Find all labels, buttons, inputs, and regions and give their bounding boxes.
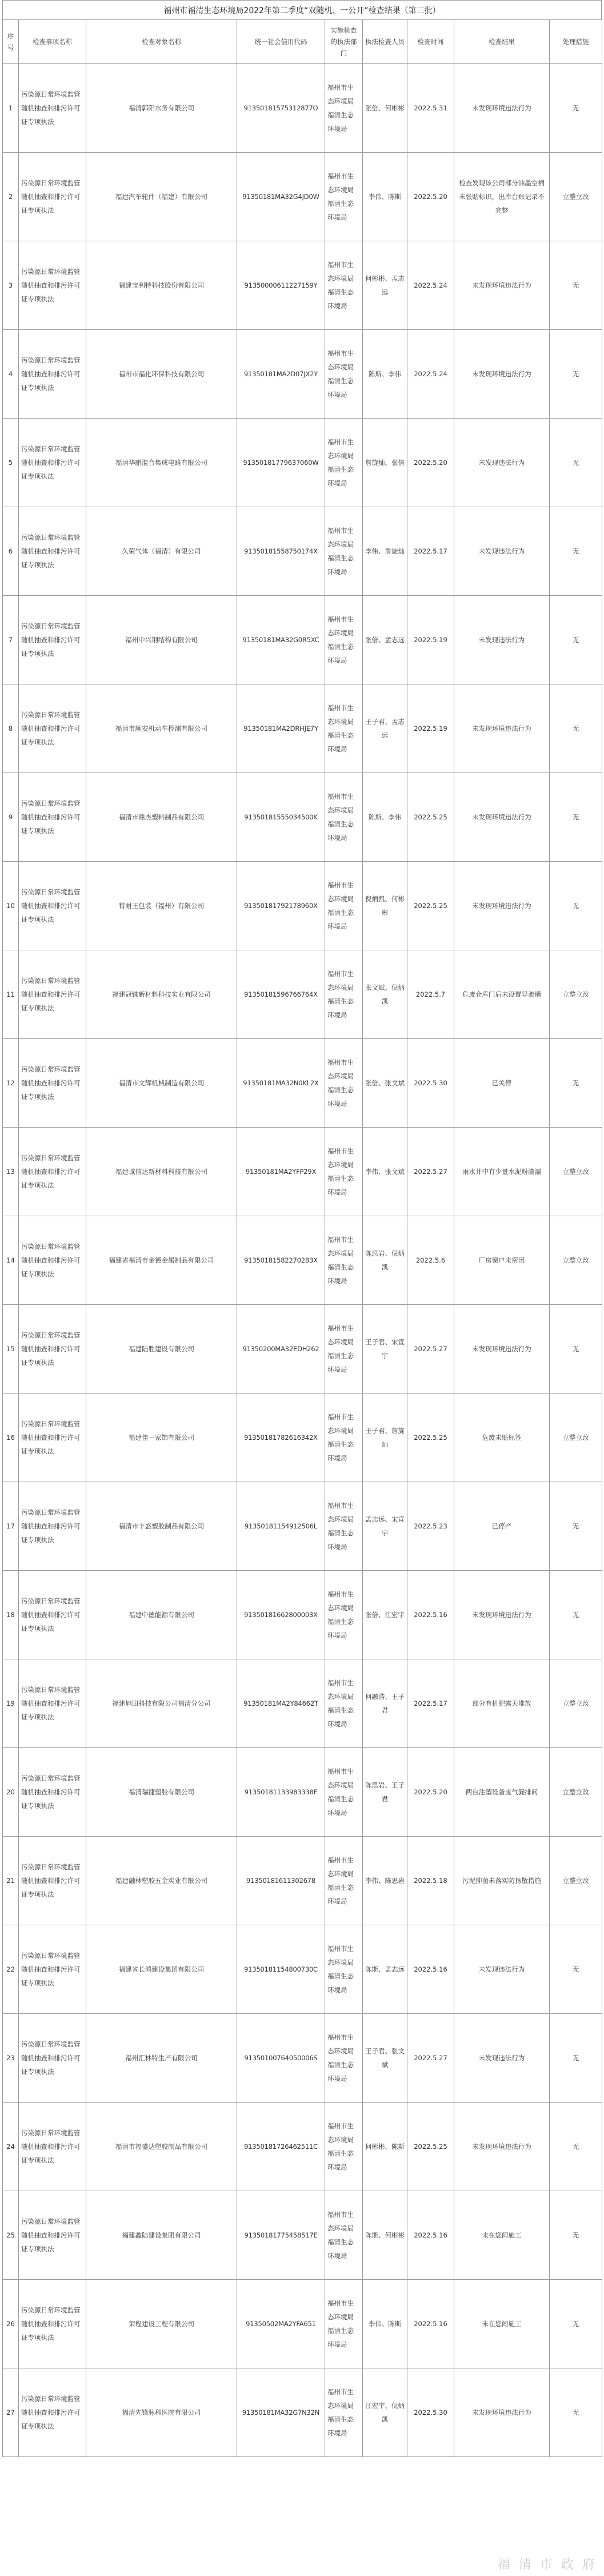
cell-inspected-object: 福建宝利特科技股份有限公司: [86, 241, 237, 330]
cell-measures: 无: [550, 1305, 602, 1393]
cell-measures: 立整立改: [550, 1748, 602, 1837]
cell-inspected-object: 福建冠铢新材料科技实业有限公司: [86, 950, 237, 1039]
table-row: [3, 1039, 602, 1128]
cell-result: 危废仓库门后未设置导流槽: [454, 950, 550, 1039]
cell-department: 福州市生态环境局福清生态环境局: [325, 1216, 363, 1305]
cell-inspection-item: 污染源日常环境监管随机抽查和排污许可证专项执法: [19, 2103, 86, 2191]
cell-index: 18: [3, 1571, 19, 1659]
cell-index: 25: [3, 2191, 19, 2280]
cell-inspection-item: 污染源日常环境监管随机抽查和排污许可证专项执法: [19, 1571, 86, 1659]
cell-result: 部分有机肥露天堆放: [454, 1659, 550, 1748]
cell-index: 17: [3, 1482, 19, 1571]
cell-inspectors: 李伟、陈思岩: [363, 1837, 407, 1925]
cell-inspected-object: 福清市福盛达塑胶制品有限公司: [86, 2103, 237, 2191]
cell-measures: 立整立改: [550, 1393, 602, 1482]
cell-inspection-item: 污染源日常环境监管随机抽查和排污许可证专项执法: [19, 2368, 86, 2457]
cell-inspectors: 陈斯、孟志远: [363, 1925, 407, 2014]
cell-credit-code: 91350181792178960X: [237, 862, 325, 950]
cell-inspected-object: 福清华鹏混合集成电路有限公司: [86, 419, 237, 507]
cell-index: 27: [3, 2368, 19, 2457]
cell-inspected-object: 福建省长鸿建设集团有限公司: [86, 1925, 237, 2014]
table-row: [3, 1305, 602, 1393]
cell-index: 14: [3, 1216, 19, 1305]
cell-index: 8: [3, 684, 19, 773]
cell-index: 23: [3, 2014, 19, 2103]
cell-credit-code: 91350181662800003X: [237, 1571, 325, 1659]
cell-inspectors: 李伟、张文斌: [363, 1128, 407, 1216]
table-row: [3, 153, 602, 241]
cell-department: 福州市生态环境局福清生态环境局: [325, 1305, 363, 1393]
table-row: [3, 684, 602, 773]
cell-measures: 立整立改: [550, 1837, 602, 1925]
cell-result: 未发现环境违法行为: [454, 1571, 550, 1659]
cell-inspection-date: 2022.5.17: [407, 1659, 454, 1748]
cell-inspectors: 詹旋灿、张倍: [363, 419, 407, 507]
cell-measures: 立整立改: [550, 1216, 602, 1305]
cell-inspected-object: 福州汇林特生产有限公司: [86, 2014, 237, 2103]
cell-measures: 无: [550, 241, 602, 330]
cell-inspection-date: 2022.5.20: [407, 1748, 454, 1837]
cell-inspection-date: 2022.5.18: [407, 1837, 454, 1925]
cell-measures: 无: [550, 2014, 602, 2103]
table-row: [3, 1128, 602, 1216]
cell-inspected-object: 福建中德能源有限公司: [86, 1571, 237, 1659]
table-row: [3, 2280, 602, 2368]
cell-inspection-date: 2022.5.24: [407, 330, 454, 419]
cell-inspection-item: 污染源日常环境监管随机抽查和排污许可证专项执法: [19, 419, 86, 507]
cell-result: 未发现环境违法行为: [454, 330, 550, 419]
cell-result: 未发现违法行为: [454, 419, 550, 507]
cell-inspectors: 张倍、孟志远: [363, 596, 407, 684]
cell-result: 未发现环境违法行为: [454, 773, 550, 862]
cell-index: 15: [3, 1305, 19, 1393]
cell-credit-code: 91350181555034500K: [237, 773, 325, 862]
cell-credit-code: 91350181611302678: [237, 1837, 325, 1925]
cell-index: 13: [3, 1128, 19, 1216]
cell-credit-code: 91350181133983338F: [237, 1748, 325, 1837]
cell-department: 福州市生态环境局福清生态环境局: [325, 419, 363, 507]
cell-inspected-object: 福清市丰盛塑胶制品有限公司: [86, 1482, 237, 1571]
table-row: [3, 2368, 602, 2457]
cell-inspected-object: 福清先锋脉科医院有限公司: [86, 2368, 237, 2457]
cell-inspectors: 何彬彬、陈斯: [363, 2103, 407, 2191]
cell-inspection-date: 2022.5.19: [407, 684, 454, 773]
cell-inspection-item: 污染源日常环境监管随机抽查和排污许可证专项执法: [19, 1837, 86, 1925]
table-row: [3, 2103, 602, 2191]
cell-department: 福州市生态环境局福清生态环境局: [325, 862, 363, 950]
cell-department: 福州市生态环境局福清生态环境局: [325, 2280, 363, 2368]
header-result: 检查结果: [454, 20, 550, 64]
cell-credit-code: 91350181575312877O: [237, 64, 325, 153]
cell-inspectors: 江宏宇、倪炳凯: [363, 2368, 407, 2457]
cell-inspectors: 李伟、陈斯: [363, 2280, 407, 2368]
cell-inspectors: 张倍、张文斌: [363, 1039, 407, 1128]
cell-department: 福州市生态环境局福清生态环境局: [325, 2191, 363, 2280]
cell-inspection-date: 2022.5.30: [407, 1039, 454, 1128]
cell-inspectors: 李伟、陈斯: [363, 153, 407, 241]
cell-inspection-date: 2022.5.31: [407, 64, 454, 153]
cell-measures: 无: [550, 1039, 602, 1128]
table-row: [3, 419, 602, 507]
cell-department: 福州市生态环境局福清生态环境局: [325, 2014, 363, 2103]
cell-inspected-object: 福建融林塑胶五金实业有限公司: [86, 1837, 237, 1925]
cell-department: 福州市生态环境局福清生态环境局: [325, 950, 363, 1039]
cell-result: 厂房窗户未密闭: [454, 1216, 550, 1305]
cell-measures: 无: [550, 684, 602, 773]
cell-inspected-object: 福建佳一家饰有限公司: [86, 1393, 237, 1482]
cell-result: 未发现环境违法行为: [454, 64, 550, 153]
cell-index: 1: [3, 64, 19, 153]
cell-result: 危废未贴标签: [454, 1393, 550, 1482]
cell-department: 福州市生态环境局福清生态环境局: [325, 773, 363, 862]
cell-measures: 立整立改: [550, 1659, 602, 1748]
cell-measures: 无: [550, 773, 602, 862]
cell-measures: 无: [550, 419, 602, 507]
cell-measures: 无: [550, 2368, 602, 2457]
cell-measures: 立整立改: [550, 153, 602, 241]
cell-measures: 无: [550, 2103, 602, 2191]
cell-department: 福州市生态环境局福清生态环境局: [325, 1925, 363, 2014]
cell-inspected-object: 福清郭阳水务有限公司: [86, 64, 237, 153]
cell-credit-code: 91350181582270283X: [237, 1216, 325, 1305]
cell-inspection-item: 污染源日常环境监管随机抽查和排污许可证专项执法: [19, 1659, 86, 1748]
cell-inspection-date: 2022.5.7: [407, 950, 454, 1039]
cell-inspection-item: 污染源日常环境监管随机抽查和排污许可证专项执法: [19, 1482, 86, 1571]
cell-inspection-item: 污染源日常环境监管随机抽查和排污许可证专项执法: [19, 330, 86, 419]
cell-credit-code: 91350502MA2YFA651: [237, 2280, 325, 2368]
cell-department: 福州市生态环境局福清生态环境局: [325, 1482, 363, 1571]
cell-credit-code: 91350181782616342X: [237, 1393, 325, 1482]
document-title: 福州市福清生态环境局2022年第二季度“双随机、一公开”检查结果（第三批）: [2, 0, 602, 19]
cell-credit-code: 91350181MA32G4JD0W: [237, 153, 325, 241]
table-row: [3, 1482, 602, 1571]
header-credit-code: 统一社会信用代码: [237, 20, 325, 64]
cell-credit-code: 91350181MA32G0R5XC: [237, 596, 325, 684]
cell-credit-code: 91350181558750174X: [237, 507, 325, 596]
cell-result: 未发现违法行为: [454, 507, 550, 596]
cell-result: 未发现违法行为: [454, 596, 550, 684]
cell-inspected-object: 特耐王包装（福州）有限公司: [86, 862, 237, 950]
cell-inspection-date: 2022.5.20: [407, 153, 454, 241]
cell-department: 福州市生态环境局福清生态环境局: [325, 64, 363, 153]
cell-inspectors: 王子君、詹旋灿: [363, 1393, 407, 1482]
cell-index: 11: [3, 950, 19, 1039]
cell-inspection-date: 2022.5.25: [407, 773, 454, 862]
cell-inspection-item: 污染源日常环境监管随机抽查和排污许可证专项执法: [19, 64, 86, 153]
cell-inspection-date: 2022.5.23: [407, 1482, 454, 1571]
cell-index: 19: [3, 1659, 19, 1748]
table-row: [3, 330, 602, 419]
cell-credit-code: 91350181154912506L: [237, 1482, 325, 1571]
table-row: [3, 1925, 602, 2014]
cell-credit-code: 91350100764050006S: [237, 2014, 325, 2103]
cell-result: 检查发现该公司部分油墨空桶未张贴标识，出库台账记录不完整: [454, 153, 550, 241]
cell-credit-code: 91350181MA2Y84662T: [237, 1659, 325, 1748]
cell-inspectors: 何彬彬、孟志远: [363, 241, 407, 330]
table-row: [3, 1837, 602, 1925]
cell-inspection-date: 2022.5.20: [407, 419, 454, 507]
cell-result: 未发现环境违法行为: [454, 684, 550, 773]
cell-inspectors: 陈斯、李伟: [363, 330, 407, 419]
table-row: [3, 950, 602, 1039]
header-inspection-date: 检查时间: [407, 20, 454, 64]
cell-inspection-item: 污染源日常环境监管随机抽查和排污许可证专项执法: [19, 596, 86, 684]
cell-result: 未发现环境违法行为: [454, 862, 550, 950]
cell-inspection-item: 污染源日常环境监管随机抽查和排污许可证专项执法: [19, 153, 86, 241]
cell-inspected-object: 福建陆胜建设有限公司: [86, 1305, 237, 1393]
cell-index: 2: [3, 153, 19, 241]
cell-inspection-item: 污染源日常环境监管随机抽查和排污许可证专项执法: [19, 2191, 86, 2280]
table-row: [3, 2014, 602, 2103]
cell-index: 16: [3, 1393, 19, 1482]
cell-inspectors: 张倍、何彬彬: [363, 64, 407, 153]
header-department: 实施检查的执法部门: [325, 20, 363, 64]
cell-inspection-date: 2022.5.19: [407, 596, 454, 684]
cell-department: 福州市生态环境局福清生态环境局: [325, 330, 363, 419]
cell-inspected-object: 福清市顺安机动车检测有限公司: [86, 684, 237, 773]
cell-credit-code: 91350181MA2YFP29X: [237, 1128, 325, 1216]
table-row: [3, 241, 602, 330]
cell-inspectors: 倪炳凯、何彬彬: [363, 862, 407, 950]
cell-inspected-object: 福建鑫陆建设集团有限公司: [86, 2191, 237, 2280]
cell-inspectors: 王子君、孟志远: [363, 684, 407, 773]
cell-inspected-object: 福州中兴钢结构有限公司: [86, 596, 237, 684]
cell-inspectors: 陈斯、何彬彬: [363, 2191, 407, 2280]
table-row: [3, 1393, 602, 1482]
cell-credit-code: 91350181MA32G7N32N: [237, 2368, 325, 2457]
cell-inspection-item: 污染源日常环境监管随机抽查和排污许可证专项执法: [19, 1039, 86, 1128]
cell-inspected-object: 福建旭田科技有限公司福清分公司: [86, 1659, 237, 1748]
table-row: [3, 1571, 602, 1659]
cell-department: 福州市生态环境局福清生态环境局: [325, 1393, 363, 1482]
table-row: [3, 773, 602, 862]
table-row: [3, 596, 602, 684]
cell-inspection-date: 2022.5.24: [407, 241, 454, 330]
cell-department: 福州市生态环境局福清生态环境局: [325, 507, 363, 596]
table-row: [3, 507, 602, 596]
cell-department: 福州市生态环境局福清生态环境局: [325, 241, 363, 330]
cell-inspected-object: 福州市福化环保科技有限公司: [86, 330, 237, 419]
cell-inspectors: 陈思岩、倪炳凯: [363, 1216, 407, 1305]
cell-result: 未发现环境违法行为: [454, 2103, 550, 2191]
cell-measures: 无: [550, 2191, 602, 2280]
cell-index: 7: [3, 596, 19, 684]
cell-inspected-object: 福清市鼎杰塑料制品有限公司: [86, 773, 237, 862]
cell-measures: 无: [550, 1571, 602, 1659]
cell-result: 雨水井中有少量水泥粉渣漏: [454, 1128, 550, 1216]
cell-inspectors: 孟志远、宋宣宇: [363, 1482, 407, 1571]
table-row: [3, 64, 602, 153]
cell-department: 福州市生态环境局福清生态环境局: [325, 153, 363, 241]
cell-inspection-item: 污染源日常环境监管随机抽查和排污许可证专项执法: [19, 1305, 86, 1393]
header-inspected-object: 检查对象名称: [86, 20, 237, 64]
header-inspectors: 执法检查人员: [363, 20, 407, 64]
table-row: [3, 1216, 602, 1305]
cell-measures: 无: [550, 862, 602, 950]
cell-inspection-item: 污染源日常环境监管随机抽查和排污许可证专项执法: [19, 1393, 86, 1482]
cell-measures: 无: [550, 1482, 602, 1571]
cell-inspection-date: 2022.5.25: [407, 1393, 454, 1482]
cell-inspectors: 王子君、张文斌: [363, 2014, 407, 2103]
cell-department: 福州市生态环境局福清生态环境局: [325, 684, 363, 773]
cell-credit-code: 91350181726462511C: [237, 2103, 325, 2191]
cell-index: 22: [3, 1925, 19, 2014]
watermark-logo: 福 清 市 政 府: [498, 2558, 597, 2572]
cell-inspected-object: 福建诚信达新材料科技有限公司: [86, 1128, 237, 1216]
cell-inspectors: 李伟、詹旋灿: [363, 507, 407, 596]
cell-inspectors: 陈斯、李伟: [363, 773, 407, 862]
cell-index: 6: [3, 507, 19, 596]
cell-index: 24: [3, 2103, 19, 2191]
header-measures: 处理措施: [550, 20, 602, 64]
cell-index: 10: [3, 862, 19, 950]
cell-result: 未在您间施工: [454, 2191, 550, 2280]
cell-inspection-item: 污染源日常环境监管随机抽查和排污许可证专项执法: [19, 684, 86, 773]
cell-inspection-item: 污染源日常环境监管随机抽查和排污许可证专项执法: [19, 1925, 86, 2014]
cell-inspectors: 何融浩、王子君: [363, 1659, 407, 1748]
cell-inspection-date: 2022.5.30: [407, 2368, 454, 2457]
inspection-results-table: [2, 19, 602, 2457]
cell-inspection-date: 2022.5.17: [407, 507, 454, 596]
cell-credit-code: 91350181596766764X: [237, 950, 325, 1039]
cell-inspected-object: 荣程建设工程有限公司: [86, 2280, 237, 2368]
table-row: [3, 1748, 602, 1837]
cell-result: 已停产: [454, 1482, 550, 1571]
cell-index: 12: [3, 1039, 19, 1128]
cell-credit-code: 91350181154800730C: [237, 1925, 325, 2014]
cell-index: 3: [3, 241, 19, 330]
cell-measures: 无: [550, 2280, 602, 2368]
cell-index: 20: [3, 1748, 19, 1837]
cell-inspection-item: 污染源日常环境监管随机抽查和排污许可证专项执法: [19, 507, 86, 596]
cell-inspection-date: 2022.5.16: [407, 1571, 454, 1659]
cell-index: 21: [3, 1837, 19, 1925]
cell-inspected-object: 福清市文辉机械制造有限公司: [86, 1039, 237, 1128]
cell-inspection-date: 2022.5.25: [407, 862, 454, 950]
cell-inspectors: 张文斌、倪炳凯: [363, 950, 407, 1039]
cell-result: 未在您间施工: [454, 2280, 550, 2368]
cell-inspected-object: 福建省福清市金德金属制品有限公司: [86, 1216, 237, 1305]
cell-inspection-item: 污染源日常环境监管随机抽查和排污许可证专项执法: [19, 2014, 86, 2103]
cell-department: 福州市生态环境局福清生态环境局: [325, 596, 363, 684]
cell-inspection-item: 污染源日常环境监管随机抽查和排污许可证专项执法: [19, 773, 86, 862]
cell-inspection-item: 污染源日常环境监管随机抽查和排污许可证专项执法: [19, 950, 86, 1039]
cell-inspection-item: 污染源日常环境监管随机抽查和排污许可证专项执法: [19, 862, 86, 950]
table-row: [3, 1659, 602, 1748]
cell-index: 5: [3, 419, 19, 507]
cell-result: 未发现环境违法行为: [454, 1305, 550, 1393]
cell-inspection-item: 污染源日常环境监管随机抽查和排污许可证专项执法: [19, 1216, 86, 1305]
cell-inspection-date: 2022.5.25: [407, 2103, 454, 2191]
cell-inspection-date: 2022.5.6: [407, 1216, 454, 1305]
table-header-row: [3, 20, 602, 64]
header-index: 序号: [3, 20, 19, 64]
cell-measures: 无: [550, 507, 602, 596]
cell-department: 福州市生态环境局福清生态环境局: [325, 1039, 363, 1128]
cell-inspected-object: 福建汽车轮件（福建）有限公司: [86, 153, 237, 241]
cell-inspection-date: 2022.5.16: [407, 2280, 454, 2368]
cell-inspectors: 王子君、宋宣宇: [363, 1305, 407, 1393]
cell-credit-code: 91350181MA32N0KL2X: [237, 1039, 325, 1128]
cell-result: 两台注塑设备废气漏排问: [454, 1748, 550, 1837]
cell-inspected-object: 久荣气体（福清）有限公司: [86, 507, 237, 596]
cell-inspection-date: 2022.5.27: [407, 1305, 454, 1393]
cell-index: 9: [3, 773, 19, 862]
cell-inspected-object: 福清瑞捷塑胶有限公司: [86, 1748, 237, 1837]
cell-inspection-date: 2022.5.27: [407, 2014, 454, 2103]
cell-credit-code: 91350000611227159Y: [237, 241, 325, 330]
cell-inspection-item: 污染源日常环境监管随机抽查和排污许可证专项执法: [19, 1748, 86, 1837]
cell-result: 未发现违法行为: [454, 2014, 550, 2103]
table-row: [3, 2191, 602, 2280]
cell-measures: 无: [550, 330, 602, 419]
cell-inspection-item: 污染源日常环境监管随机抽查和排污许可证专项执法: [19, 2280, 86, 2368]
cell-department: 福州市生态环境局福清生态环境局: [325, 2103, 363, 2191]
cell-result: 未发现环境违法行为: [454, 2368, 550, 2457]
cell-measures: 立整立改: [550, 1128, 602, 1216]
cell-result: 未发现违法行为: [454, 1925, 550, 2014]
cell-inspectors: 陈思岩、王子君: [363, 1748, 407, 1837]
cell-result: 污泥抑菌未落实防扬散措施: [454, 1837, 550, 1925]
cell-inspection-date: 2022.5.16: [407, 2191, 454, 2280]
cell-department: 福州市生态环境局福清生态环境局: [325, 1837, 363, 1925]
cell-inspection-date: 2022.5.16: [407, 1925, 454, 2014]
cell-result: 已关停: [454, 1039, 550, 1128]
cell-department: 福州市生态环境局福清生态环境局: [325, 2368, 363, 2457]
cell-credit-code: 91350181779637060W: [237, 419, 325, 507]
cell-department: 福州市生态环境局福清生态环境局: [325, 1128, 363, 1216]
cell-credit-code: 91350181775458517E: [237, 2191, 325, 2280]
cell-credit-code: 91350181MA2DRHJE7Y: [237, 684, 325, 773]
cell-inspection-item: 污染源日常环境监管随机抽查和排污许可证专项执法: [19, 1128, 86, 1216]
cell-measures: 无: [550, 1925, 602, 2014]
cell-result: 未发现环境违法行为: [454, 241, 550, 330]
cell-inspection-date: 2022.5.27: [407, 1128, 454, 1216]
cell-credit-code: 91350181MA2D07JX2Y: [237, 330, 325, 419]
cell-department: 福州市生态环境局福清生态环境局: [325, 1748, 363, 1837]
cell-department: 福州市生态环境局福清生态环境局: [325, 1571, 363, 1659]
cell-measures: 无: [550, 64, 602, 153]
cell-inspection-item: 污染源日常环境监管随机抽查和排污许可证专项执法: [19, 241, 86, 330]
cell-inspectors: 张倍、江宏宇: [363, 1571, 407, 1659]
cell-measures: 无: [550, 596, 602, 684]
cell-index: 4: [3, 330, 19, 419]
header-inspection-item: 检查事项名称: [19, 20, 86, 64]
cell-credit-code: 91350200MA32EDH262: [237, 1305, 325, 1393]
cell-index: 26: [3, 2280, 19, 2368]
table-row: [3, 862, 602, 950]
cell-measures: 立整立改: [550, 950, 602, 1039]
cell-department: 福州市生态环境局福清生态环境局: [325, 1659, 363, 1748]
